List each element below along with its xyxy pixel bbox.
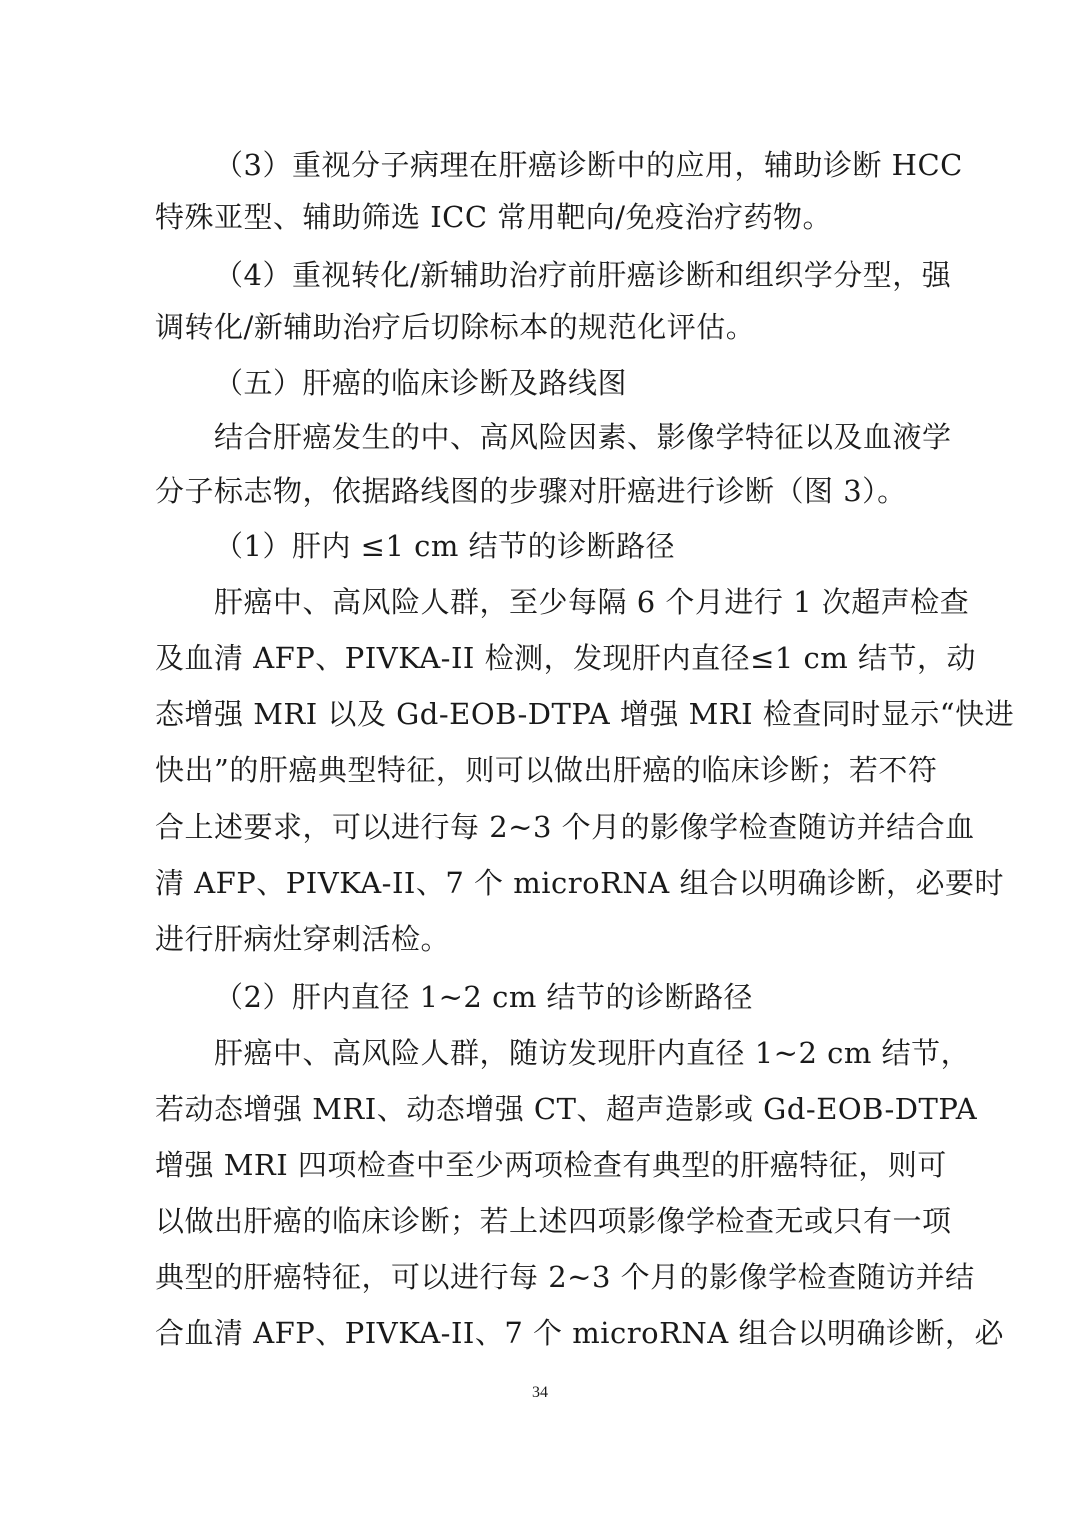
text-line: 肝癌中、高风险人群，至少每隔 6 个月进行 1 次超声检查 bbox=[214, 585, 970, 619]
text-line: 清 AFP、PIVKA-II、7 个 microRNA 组合以明确诊断，必要时 bbox=[155, 866, 1004, 900]
text-line: 态增强 MRI 以及 Gd-EOB-DTPA 增强 MRI 检查同时显示“快进 bbox=[155, 697, 1015, 731]
text-line: （4）重视转化/新辅助治疗前肝癌诊断和组织学分型，强 bbox=[214, 258, 952, 292]
text-line: （3）重视分子病理在肝癌诊断中的应用，辅助诊断 HCC bbox=[214, 148, 963, 182]
section-heading: （五）肝癌的临床诊断及路线图 bbox=[214, 366, 628, 400]
text-line: 增强 MRI 四项检查中至少两项检查有典型的肝癌特征，则可 bbox=[155, 1148, 947, 1182]
subsection-heading: （2）肝内直径 1~2 cm 结节的诊断路径 bbox=[214, 980, 754, 1014]
text-line: 分子标志物，依据路线图的步骤对肝癌进行诊断（图 3）。 bbox=[155, 474, 907, 508]
text-line: 以做出肝癌的临床诊断；若上述四项影像学检查无或只有一项 bbox=[155, 1204, 952, 1238]
text-line: 调转化/新辅助治疗后切除标本的规范化评估。 bbox=[155, 310, 756, 344]
text-line: 肝癌中、高风险人群，随访发现肝内直径 1~2 cm 结节， bbox=[214, 1036, 971, 1070]
text-line: 结合肝癌发生的中、高风险因素、影像学特征以及血液学 bbox=[214, 420, 952, 454]
text-line: 特殊亚型、辅助筛选 ICC 常用靶向/免疫治疗药物。 bbox=[155, 200, 833, 234]
text-line: 快出”的肝癌典型特征，则可以做出肝癌的临床诊断；若不符 bbox=[155, 753, 938, 787]
text-line: 进行肝病灶穿刺活检。 bbox=[155, 922, 451, 956]
subsection-heading: （1）肝内 ≤1 cm 结节的诊断路径 bbox=[214, 529, 676, 563]
text-line: 合血清 AFP、PIVKA-II、7 个 microRNA 组合以明确诊断，必 bbox=[155, 1316, 1004, 1350]
text-line: 若动态增强 MRI、动态增强 CT、超声造影或 Gd-EOB-DTPA bbox=[155, 1092, 978, 1126]
page-number: 34 bbox=[532, 1384, 548, 1401]
text-line: 及血清 AFP、PIVKA-II 检测，发现肝内直径≤1 cm 结节，动 bbox=[155, 641, 976, 675]
text-line: 典型的肝癌特征，可以进行每 2~3 个月的影像学检查随访并结 bbox=[155, 1260, 975, 1294]
text-line: 合上述要求，可以进行每 2~3 个月的影像学检查随访并结合血 bbox=[155, 810, 975, 844]
